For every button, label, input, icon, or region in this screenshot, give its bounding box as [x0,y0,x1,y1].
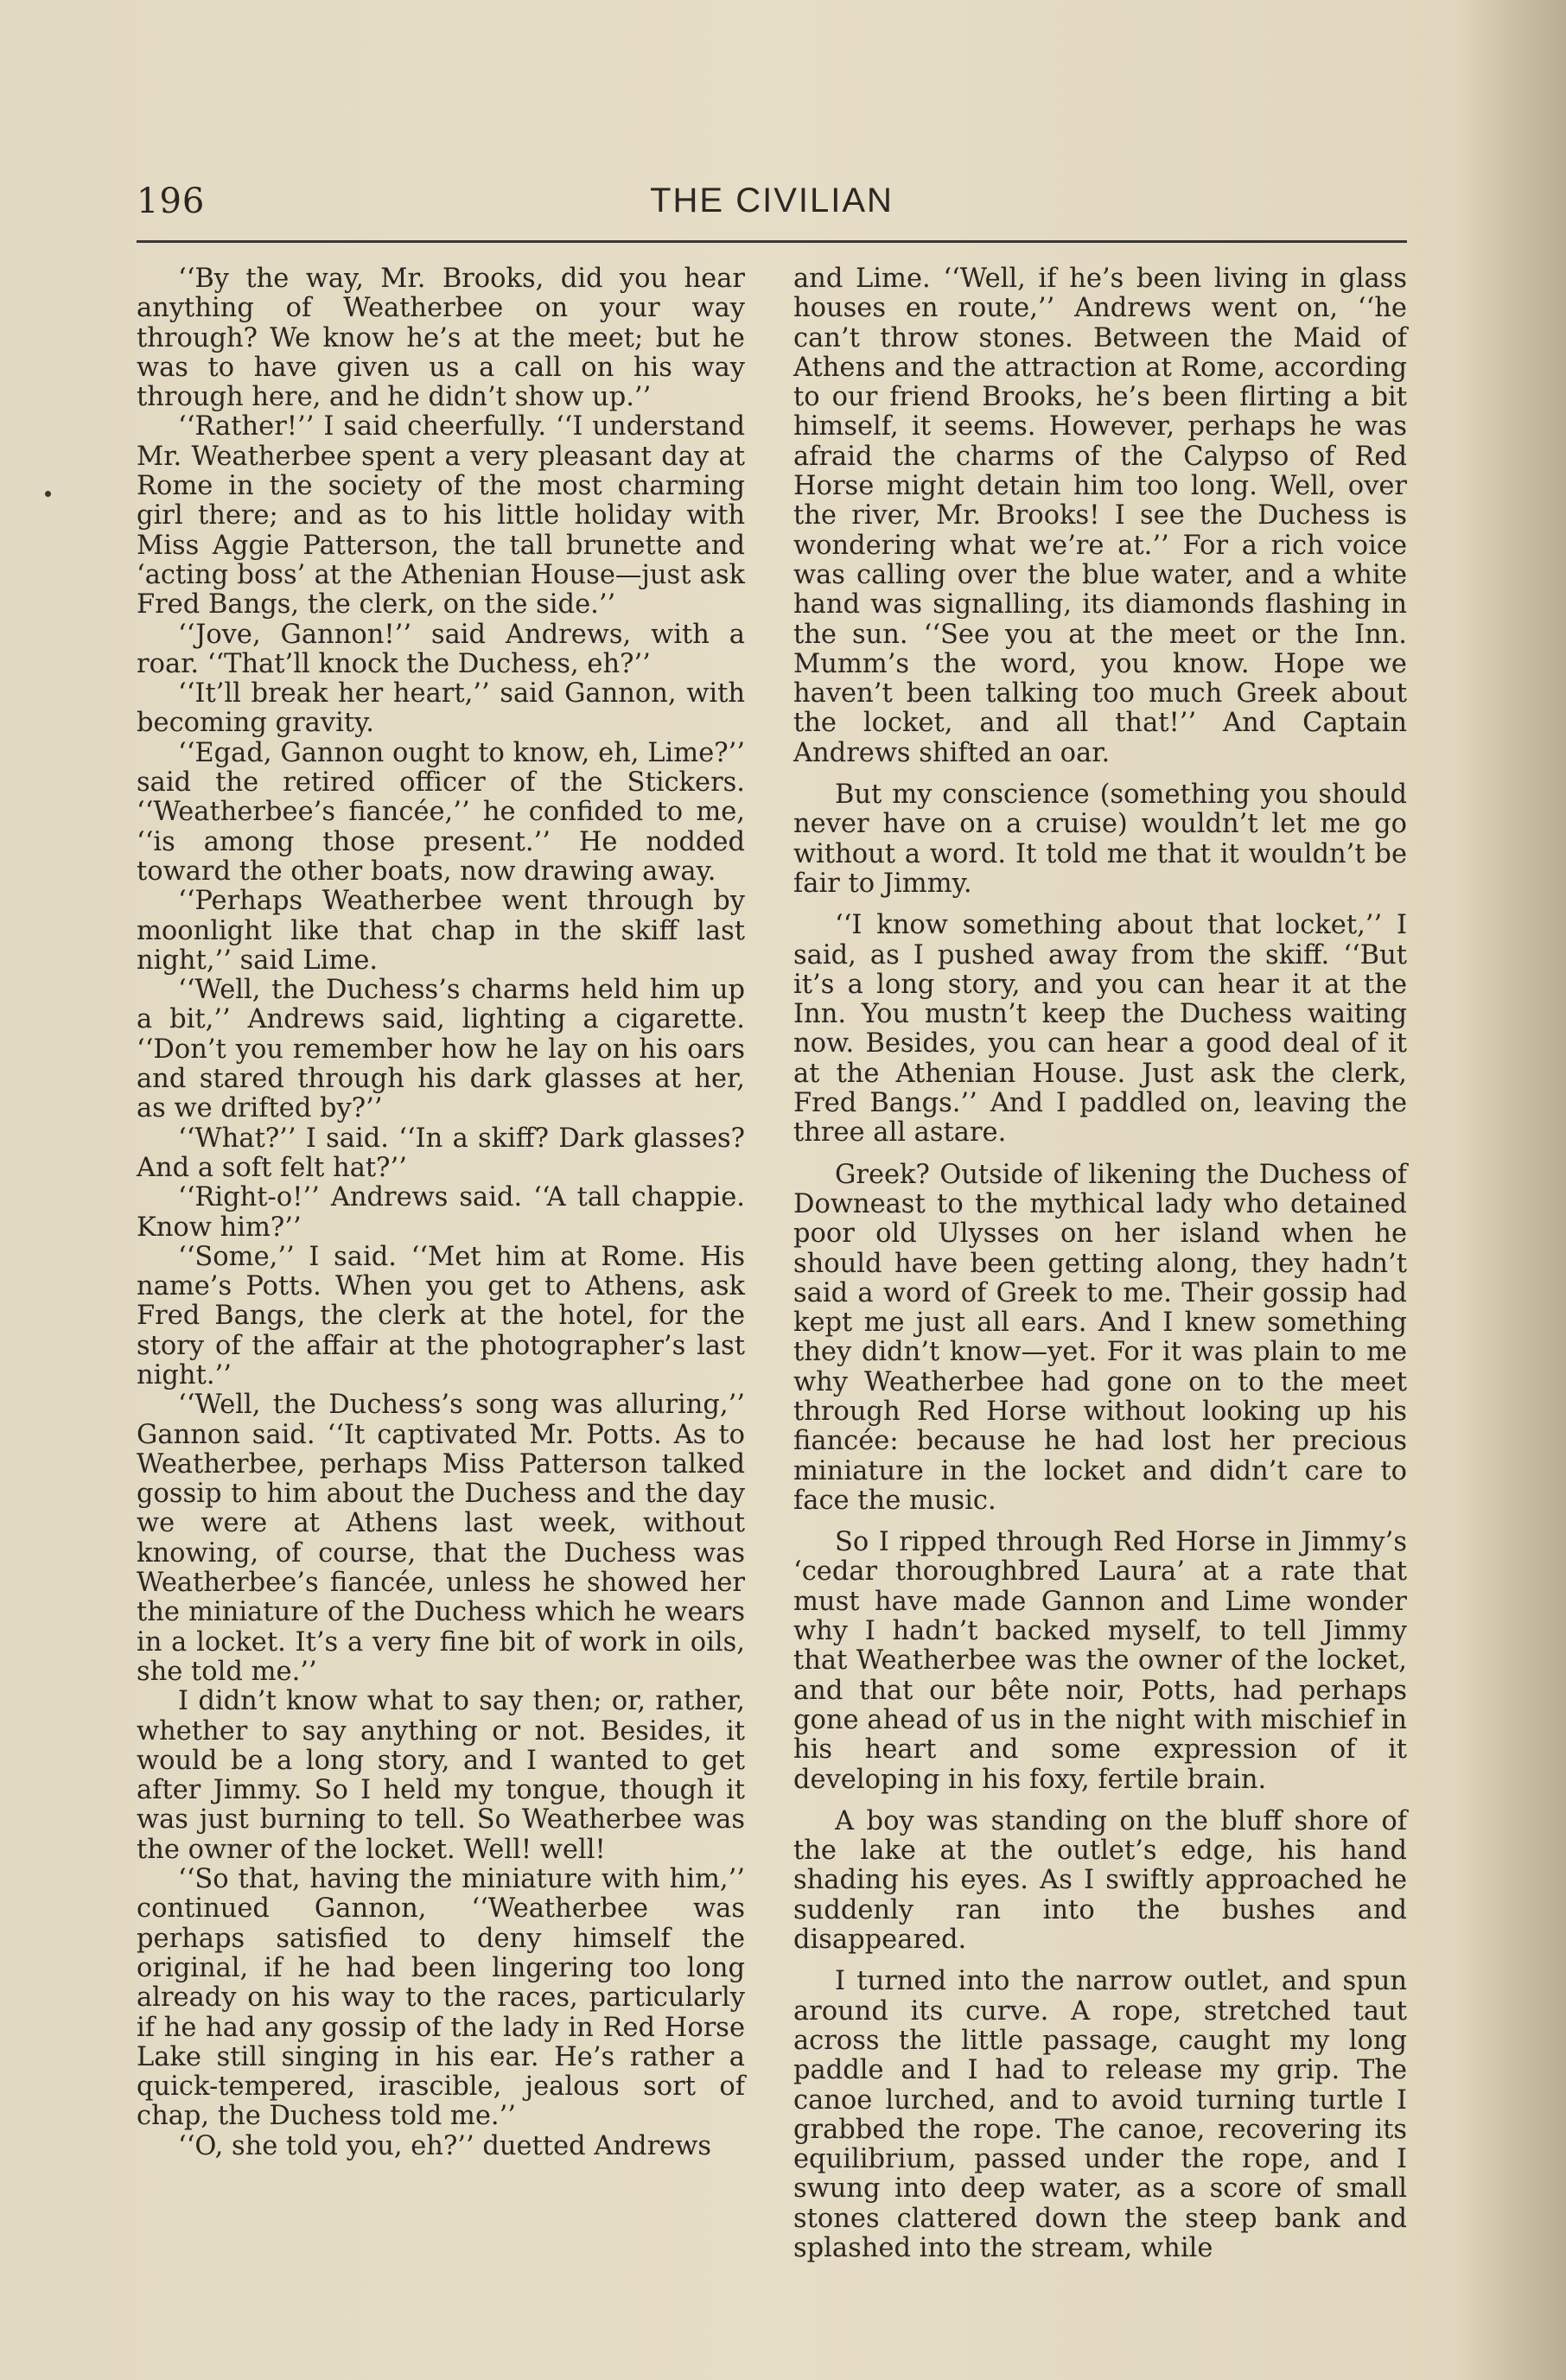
header-rule [137,240,1407,243]
paragraph: I turned into the narrow outlet, and spun around its curve. A rope, stretched taut across the little passage, caught my long paddle and I had to release my grip. The canoe lurched, and to avoid turning turtle I grabbed the rope. The canoe, recovering its equilibrium, passed under the rope, and I swung into deep water, as a score of small stones clattered down the steep bank and splashed into the stream, while [793,1966,1407,2263]
paragraph: But my conscience (something you should never have on a cruise) wouldn’t let me go without a word. It told me that it wouldn’t be fair to Jimmy. [793,780,1407,899]
paragraph: ‘‘Some,’’ I said. ‘‘Met him at Rome. His name’s Potts. When you get to Athens, ask Fred Bangs, the clerk at the hotel, for the story of the affair at the photographer’s last night.’’ [137,1241,745,1390]
paragraph: ‘‘Well, the Duchess’s charms held him up a bit,’’ Andrews said, lighting a cigarette. ‘‘Don’t you remember how he lay on his oars and stared through his dark glasses at her, as we drifted by?’’ [137,975,745,1124]
page-number: 196 [137,181,206,221]
paragraph: I didn’t know what to say then; or, rather, whether to say anything or not. Besides, it would be a long story, and I wanted to get after Jimmy. So I held my tongue, though it was just burning to tell. So Weatherbee was the owner of the locket. Well! well! [137,1686,745,1865]
paragraph: ‘‘Egad, Gannon ought to know, eh, Lime?’’ said the retired officer of the Stickers. ‘‘Weatherbee’s fiancée,’’ he confided to me, ‘‘is among those present.’’ He nodded toward the other boats, now drawing away. [137,737,745,887]
left-column [137,264,745,2161]
paragraph: A boy was standing on the bluff shore of the lake at the outlet’s edge, his hand shading his eyes. As I swiftly approached he suddenly ran into the bushes and disappeared. [793,1805,1407,1956]
paragraph: ‘‘So that, having the miniature with him,’’ continued Gannon, ‘‘Weatherbee was perhaps satisfied to deny himself the original, if he had been lingering too long already on his way to the races, particularly if he had any gossip of the lady in Red Horse Lake still singing in his ear. He’s rather a quick-tempered, irascible, jealous sort of chap, the Duchess told me.’’ [137,1864,745,2132]
margin-dot [45,491,51,497]
paragraph: ‘‘By the way, Mr. Brooks, did you hear anything of Weatherbee on your way through? We know he’s at the meet; but he was to have given us a call on his way through here, and he didn’t show up.’’ [137,264,745,413]
paragraph: ‘‘O, she told you, eh?’’ duetted Andrews [178,2130,711,2161]
running-title: THE CIVILIAN [650,181,894,220]
paragraph: ‘‘I know something about that locket,’’ I said, as I pushed away from the skiff. ‘‘But it’s a long story, and you can hear it at the Inn. You mustn’t keep the Duchess waiting now. Besides, you can hear a good deal of it at the Athenian House. Just ask the clerk, Fred Bangs.’’ And I paddled on, leaving the three all astare. [793,910,1407,1149]
paragraph: ‘‘Jove, Gannon!’’ said Andrews, with a roar. ‘‘That’ll knock the Duchess, eh?’’ [137,619,745,679]
right-column [793,264,1407,2263]
paragraph: ‘‘Right-o!’’ Andrews said. ‘‘A tall chappie. Know him?’’ [137,1182,745,1243]
paragraph: Greek? Outside of likening the Duchess of Downeast to the mythical lady who detained poor old Ulysses on her island when he should have been getting along, they hadn’t said a word of Greek to me. Their gossip had kept me just all ears. And I knew something they didn’t know—yet. For it was plain to me why Weatherbee had gone on to the meet through Red Horse without looking up his fiancée: because he had lost her precious miniature in the locket and didn’t care to face the music. [793,1159,1407,1516]
page-header [137,181,1407,233]
paragraph: ‘‘Rather!’’ I said cheerfully. ‘‘I understand Mr. Weatherbee spent a very pleasant day at Rome in the society of the most charming girl there; and as to his little holiday with Miss Aggie Patterson, the tall brunette and ‘acting boss’ at the Athenian House—just ask Fred Bangs, the clerk, on the side.’’ [137,411,745,620]
paragraph: ‘‘Well, the Duchess’s song was alluring,’’ Gannon said. ‘‘It captivated Mr. Potts. As to Weatherbee, perhaps Miss Patterson talked gossip to him about the Duchess and the day we were at Athens last week, without knowing, of course, that the Duchess was Weatherbee’s fiancée, unless he showed her the miniature of the Duchess which he wears in a locket. It’s a very fine bit of work in oils, she told me.’’ [137,1390,745,1687]
paragraph: ‘‘It’ll break her heart,’’ said Gannon, with becoming gravity. [137,678,745,739]
paragraph: ‘‘What?’’ I said. ‘‘In a skiff? Dark glasses? And a soft felt hat?’’ [137,1123,745,1183]
paragraph: and Lime. ‘‘Well, if he’s been living in glass houses en route,’’ Andrews went on, ‘‘he can’t throw stones. Between the Maid of Athens and the attraction at Rome, according to our friend Brooks, he’s been flirting a bit himself, it seems. However, perhaps he was afraid the charms of the Calypso of Red Horse might detain him too long. Well, over the river, Mr. Brooks! I see the Duchess is wondering what we’re at.’’ For a rich voice was calling over the blue water, and a white hand was signalling, its diamonds flashing in the sun. ‘‘See you at the meet or the Inn. Mumm’s the word, you know. Hope we haven’t been talking too much Greek about the locket, and all that!’’ And Captain Andrews shifted an oar. [793,264,1407,768]
paragraph: So I ripped through Red Horse in Jimmy’s ‘cedar thoroughbred Laura’ at a rate that must have made Gannon and Lime wonder why I hadn’t backed myself, to tell Jimmy that Weatherbee was the owner of the locket, and that our bête noir, Potts, had perhaps gone ahead of us in the night with mischief in his heart and some expression of it developing in his foxy, fertile brain. [793,1527,1407,1795]
paragraph: ‘‘Perhaps Weatherbee went through by moonlight like that chap in the skiff last night,’’ said Lime. [137,886,745,976]
